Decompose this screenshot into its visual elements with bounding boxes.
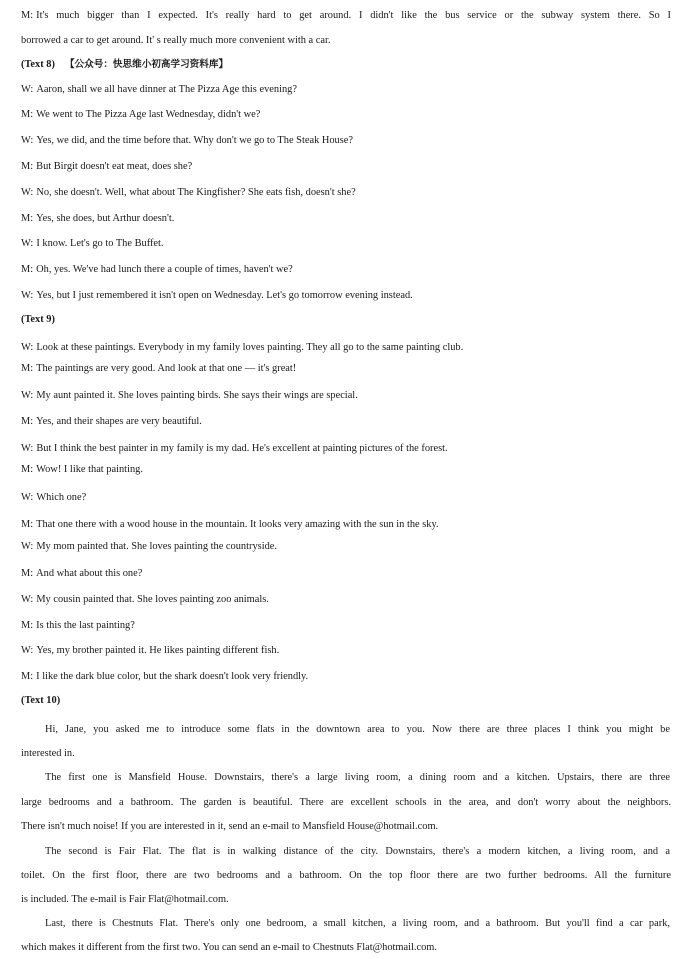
speaker-label: W:: [21, 238, 34, 249]
dialogue-line: [21, 463, 671, 477]
dialogue-line: [21, 134, 671, 148]
dialogue-line: [21, 442, 671, 456]
line-text: But I think the best painter in my family is my dad. He's excellent at painting pictures of the forest.: [36, 443, 448, 454]
line-text: Yes, my brother painted it. He likes painting different fish.: [36, 645, 280, 656]
dialogue-line: [21, 237, 671, 251]
section-title: (Text 10): [21, 695, 61, 706]
dialogue-line: [21, 108, 671, 122]
dialogue-line: [21, 670, 671, 684]
dialogue-line: [21, 289, 671, 303]
paragraph-line: toilet. On the first floor, there are two bedrooms and a bathroom. On the top floor there are two further bedrooms. All the furniture: [21, 870, 671, 881]
paragraph-line: which makes it different from the first two. You can send an e-mail to Chestnuts Flat@hotmail.com.: [21, 942, 437, 953]
dialogue-line: [21, 263, 671, 277]
speaker-label: M:: [21, 416, 34, 427]
dialogue-line: [21, 186, 671, 200]
speaker-label: M:: [21, 568, 34, 579]
speaker-label: M:: [21, 109, 34, 120]
line-text: Yes, but I just remembered it isn't open on Wednesday. Let's go tomorrow evening instead.: [36, 290, 413, 301]
dialogue-line: [21, 540, 671, 554]
dialogue-line: [21, 518, 671, 532]
section-title: (Text 8): [21, 59, 55, 70]
speaker-label: W:: [21, 84, 34, 95]
paragraph-line: Last, there is Chestnuts Flat. There's only one bedroom, a small kitchen, a living room, and a bathroom. But you'll find a car park,: [45, 918, 670, 929]
section-header-text10: [21, 694, 671, 708]
line-text: Yes, and their shapes are very beautiful.: [36, 416, 202, 427]
paragraph-line: large bedrooms and a bathroom. The garden is beautiful. There are excellent schools in the area, and don't worry about the neighbors.: [21, 797, 671, 808]
dialogue-line: [21, 212, 671, 226]
line-text: My cousin painted that. She loves painting zoo animals.: [36, 594, 269, 605]
speaker-label: W:: [21, 390, 34, 401]
speaker-label: W:: [21, 492, 34, 503]
dialogue-line: [21, 160, 671, 174]
speaker-label: M:: [21, 464, 34, 475]
section-header-text9: [21, 313, 671, 327]
line-text: It's much bigger than I expected. It's really hard to get around. I didn't like the bus service or the subway system there. So I: [36, 10, 671, 21]
speaker-label: M:: [21, 519, 34, 530]
line-text: But Birgit doesn't eat meat, does she?: [36, 161, 193, 172]
line-text: borrowed a car to get around. It' s really much more convenient with a car.: [21, 35, 331, 46]
line-text: Oh, yes. We've had lunch there a couple of times, haven't we?: [36, 264, 293, 275]
speaker-label: M:: [21, 213, 34, 224]
line-text: Wow! I like that painting.: [36, 464, 143, 475]
line-text: And what about this one?: [36, 568, 143, 579]
dialogue-line: [21, 415, 671, 429]
line-text: We went to The Pizza Age last Wednesday, didn't we?: [36, 109, 261, 120]
paragraph-line: The first one is Mansfield House. Downstairs, there's a large living room, a dining room and a kitchen. Upstairs, there are three: [45, 772, 670, 783]
section-title: (Text 9): [21, 314, 55, 325]
speaker-label: M:: [21, 620, 34, 631]
line-text: I know. Let's go to The Buffet.: [36, 238, 164, 249]
line-text: Yes, we did, and the time before that. Why don't we go to The Steak House?: [36, 135, 354, 146]
paragraph-line: The second is Fair Flat. The flat is in walking distance of the city. Downstairs, there's a modern kitchen, a living room, and a: [45, 846, 670, 857]
section-note: 【公众号：快思维小初高学习资料库】: [64, 59, 229, 70]
line-text: No, she doesn't. Well, what about The Kingfisher? She eats fish, doesn't she?: [36, 187, 356, 198]
dialogue-line: [21, 593, 671, 607]
dialogue-line: [21, 567, 671, 581]
dialogue-line: [21, 619, 671, 633]
speaker-label: M:: [21, 363, 34, 374]
dialogue-line: [21, 491, 671, 505]
dialogue-line: [21, 362, 671, 376]
line-text: That one there with a wood house in the mountain. It looks very amazing with the sun in the sky.: [36, 519, 439, 530]
line-text: Look at these paintings. Everybody in my family loves painting. They all go to the same painting club.: [36, 342, 464, 353]
dialogue-line: [21, 389, 671, 403]
line-text: Aaron, shall we all have dinner at The Pizza Age this evening?: [36, 84, 297, 95]
speaker-label: M:: [21, 10, 34, 21]
line-text: My aunt painted it. She loves painting birds. She says their wings are special.: [36, 390, 358, 401]
speaker-label: W:: [21, 342, 34, 353]
line-text: Yes, she does, but Arthur doesn't.: [36, 213, 175, 224]
speaker-label: M:: [21, 671, 34, 682]
dialogue-line: [21, 644, 671, 658]
speaker-label: W:: [21, 645, 34, 656]
line-text: Which one?: [36, 492, 87, 503]
paragraph-line: Hi, Jane, you asked me to introduce some flats in the downtown area to you. Now there are three places I think you might be: [45, 724, 670, 735]
speaker-label: W:: [21, 443, 34, 454]
speaker-label: W:: [21, 541, 34, 552]
dialogue-line: [21, 34, 671, 48]
dialogue-line: [21, 341, 671, 355]
dialogue-line: [21, 83, 671, 97]
section-header-text8: [21, 58, 671, 72]
line-text: I like the dark blue color, but the shark doesn't look very friendly.: [36, 671, 309, 682]
line-text: Is this the last painting?: [36, 620, 135, 631]
paragraph-line: interested in.: [21, 748, 75, 759]
speaker-label: W:: [21, 135, 34, 146]
speaker-label: M:: [21, 161, 34, 172]
line-text: The paintings are very good. And look at that one — it's great!: [36, 363, 297, 374]
speaker-label: W:: [21, 187, 34, 198]
dialogue-line: [21, 9, 671, 23]
line-text: My mom painted that. She loves painting the countryside.: [36, 541, 277, 552]
speaker-label: M:: [21, 264, 34, 275]
speaker-label: W:: [21, 290, 34, 301]
paragraph-line: There isn't much noise! If you are interested in it, send an e-mail to Mansfield House@hotmail.com.: [21, 821, 439, 832]
speaker-label: W:: [21, 594, 34, 605]
paragraph-line: is included. The e-mail is Fair Flat@hotmail.com.: [21, 894, 229, 905]
